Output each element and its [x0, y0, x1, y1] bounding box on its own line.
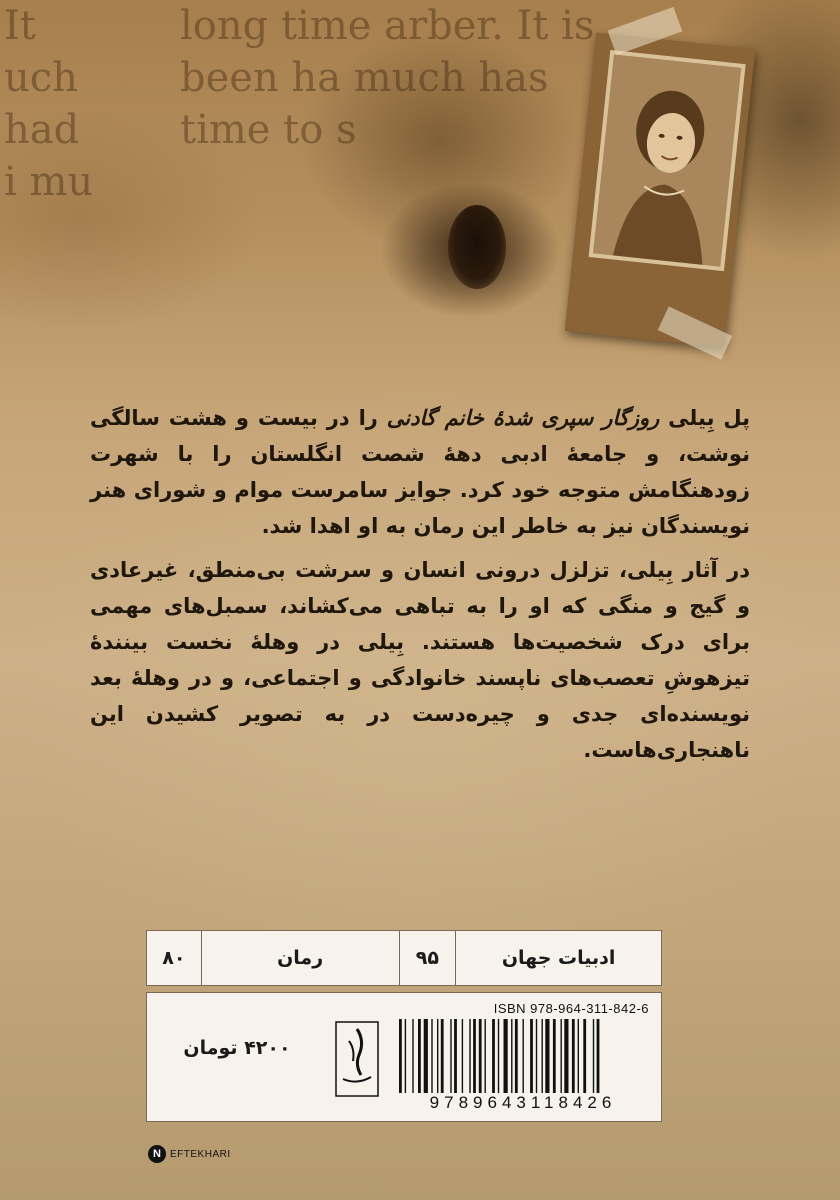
newsprint-line: i mu: [4, 159, 94, 205]
barcode-bar: [473, 1019, 476, 1093]
barcode-bar: [498, 1019, 499, 1093]
burn-hole-stain: [448, 205, 506, 289]
barcode-bar: [504, 1019, 508, 1093]
newsprint-mid-column: [180, 0, 594, 156]
barcode-bar: [511, 1019, 512, 1093]
barcode-bar: [450, 1019, 451, 1093]
genre-label: رمان: [201, 931, 399, 985]
series-number: ۹۵: [399, 931, 456, 985]
newsprint-left-column: [4, 0, 93, 208]
newsprint-line: long time arber. It is: [180, 3, 595, 49]
publisher-mark-icon: N: [148, 1145, 166, 1163]
barcode-bar: [597, 1019, 600, 1093]
barcode-bar: [441, 1019, 444, 1093]
barcode-bar: [572, 1019, 575, 1093]
newsprint-line: time to s: [180, 107, 357, 153]
barcode-bar: [561, 1019, 562, 1093]
barcode-bar: [553, 1019, 556, 1093]
photo-image: [589, 50, 746, 271]
barcode-bar: [418, 1019, 421, 1093]
barcode-bar: [405, 1019, 406, 1093]
price: ۴۲۰۰ تومان: [183, 1037, 291, 1059]
barcode-bar: [523, 1019, 524, 1093]
newsprint-line: been ha much has: [180, 55, 549, 101]
genre-number: ۸۰: [162, 947, 186, 969]
blurb-text: پل بِیلی: [659, 406, 750, 430]
isbn-label: ISBN 978-964-311-842-6: [493, 1001, 649, 1016]
barcode-bar: [431, 1019, 432, 1093]
barcode-bar: [564, 1019, 568, 1093]
barcode-bar: [536, 1019, 537, 1093]
publisher-name: EFTEKHARI: [170, 1148, 231, 1160]
newsprint-line: uch: [4, 55, 78, 101]
barcode-bar: [424, 1019, 428, 1093]
barcode-bar: [437, 1019, 438, 1093]
barcode-digits: 9789643118426: [429, 1093, 617, 1112]
book-blurb: [90, 400, 750, 776]
barcode-bar: [485, 1019, 486, 1093]
barcode-bar: [399, 1019, 402, 1093]
newsprint-line: had: [4, 107, 80, 153]
publisher-imprint: [148, 1144, 231, 1164]
barcode-bar: [578, 1019, 579, 1093]
barcode-bar: [542, 1019, 543, 1093]
ghoghnoos-bird-logo-icon: [335, 1021, 379, 1097]
series-info-box: [146, 930, 662, 986]
barcode-bar: [530, 1019, 533, 1093]
barcode: [397, 1019, 649, 1093]
newsprint-line: It: [4, 3, 36, 49]
barcode-bar: [462, 1019, 463, 1093]
blurb-text: را در بیست و هشت سالگی نوشت، و جامعهٔ ادبی دههٔ شصت انگلستان را با شهرت زودهنگامش متوجه خود کرد. جوایز سامرست موام و شورای هنر نویسندگان نیز به خاطر این رمان به او اهدا شد.: [90, 406, 750, 538]
vintage-photo: [565, 32, 755, 347]
barcode-bar: [479, 1019, 482, 1093]
series-name: ادبیات جهان: [455, 931, 661, 985]
price-barcode-box: [146, 992, 662, 1122]
blurb-paragraph: در آثار بِیلی، تزلزل درونی انسان و سرشت بی‌منطق، غیرعادی و گیج و منگی که او را به تباهی می‌کشاند، سمبل‌های مهمی برای درک شخصیت‌ها هستند. بِیلی در وهلهٔ نخست بینندهٔ تیزهوشِ تعصب‌های ناپسند خانوادگی و اجتماعی، و در وهلهٔ بعد نویسنده‌ای جدی و چیره‌دست در به تصویر کشیدن این ناهنجاری‌هاست.: [90, 558, 750, 762]
barcode-bar: [545, 1019, 549, 1093]
book-title: روزگار سپری شدهٔ خانم گادنی: [386, 406, 660, 430]
barcode-bar: [412, 1019, 413, 1093]
barcode-bar: [454, 1019, 457, 1093]
barcode-bar: [583, 1019, 586, 1093]
barcode-bar: [593, 1019, 594, 1093]
blurb-paragraph: [90, 400, 750, 544]
barcode-bar: [469, 1019, 470, 1093]
barcode-bar: [492, 1019, 495, 1093]
barcode-bar: [515, 1019, 518, 1093]
portrait-illustration: [593, 54, 741, 266]
